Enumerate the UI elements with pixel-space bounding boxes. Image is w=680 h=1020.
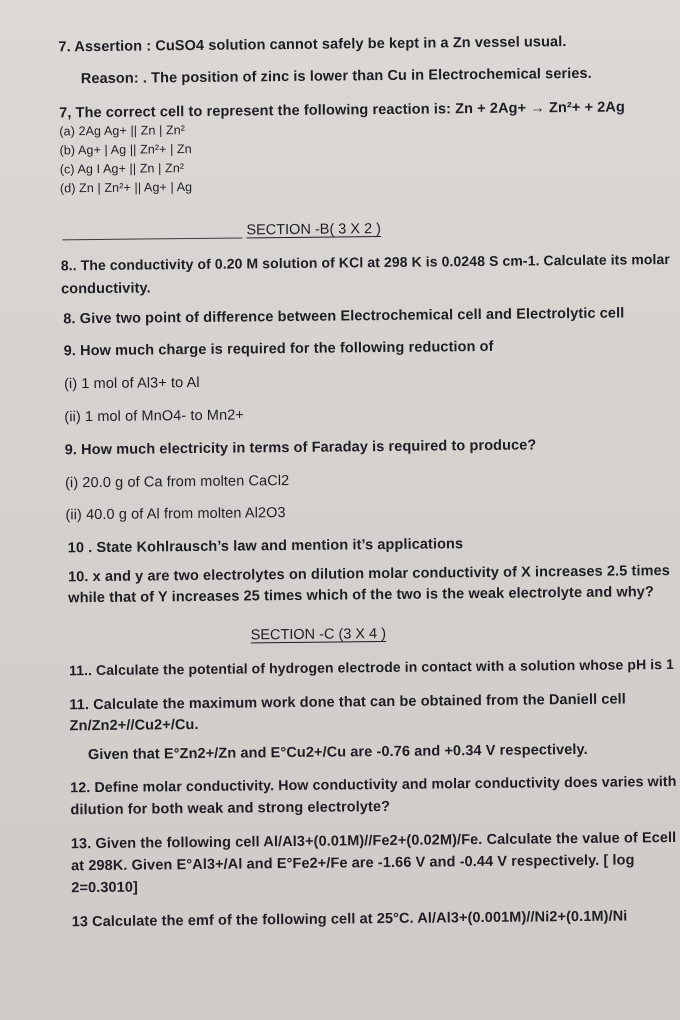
question-11a: 11.. Calculate the potential of hydrogen electrode in contact with a solution whose pH is 1 xyxy=(68,655,675,679)
question-7-cell: 7, The correct cell to represent the following reaction is: Zn + 2Ag+ → Zn²+ + 2Ag xyxy=(59,99,626,122)
question-9a: 9. How much charge is required for the following reduction of xyxy=(63,338,494,360)
question-8a: 8.. The conductivity of 0.20 M solution of KCl at 298 K is 0.0248 S cm-1. Calculate its molar xyxy=(60,250,670,274)
question-12-cont: dilution for both weak and strong electrolyte? xyxy=(70,798,391,819)
question-8a-cont: conductivity. xyxy=(60,280,151,298)
question-9a-part-i: (i) 1 mol of Al3+ to Al xyxy=(63,374,200,393)
option-d: (d) Zn | Zn²+ || Ag+ | Ag xyxy=(59,179,193,196)
option-c: (c) Ag I Ag+ || Zn | Zn² xyxy=(59,161,185,177)
option-b: (b) Ag+ | Ag || Zn²+ | Zn xyxy=(59,142,192,158)
question-10a: 10 . State Kohlrausch’s law and mention it’s applications xyxy=(67,536,464,557)
question-9a-part-ii: (ii) 1 mol of MnO4- to Mn2+ xyxy=(64,407,245,426)
question-13a-cont: at 298K. Given E°Al3+/Al and E°Fe2+/Fe are -1.66 V and -0.44 V respectively. [ log xyxy=(70,852,635,875)
section-b-heading: SECTION -B( 3 X 2 ) xyxy=(246,221,382,239)
question-13a: 13. Given the following cell Al/Al3+(0.01M)//Fe2+(0.02M)/Fe. Calculate the value of Ecell xyxy=(70,829,677,853)
question-9b-part-i: (i) 20.0 g of Ca from molten CaCl2 xyxy=(64,472,290,492)
question-7-reason: Reason: . The position of zinc is lower than Cu in Electrochemical series. xyxy=(80,65,592,88)
question-9b-part-ii: (ii) 40.0 g of Al from molten Al2O3 xyxy=(65,505,286,524)
question-13a-log: 2=0.3010] xyxy=(71,879,139,897)
question-7-assertion: 7. Assertion : CuSO4 solution cannot safely be kept in a Zn vessel usual. xyxy=(58,34,567,56)
question-10b: 10. x and y are two electrolytes on dilution molar conductivity of X increases 2.5 times xyxy=(67,563,670,586)
question-10b-cont: while that of Y increases 25 times which of the two is the weak electrolyte and why? xyxy=(68,584,654,607)
question-13b: 13 Calculate the emf of the following cell at 25°C. Al/Al3+(0.001M)//Ni2+(0.1M)/Ni xyxy=(71,908,628,931)
question-8b: 8. Give two point of difference between Electrochemical cell and Electrolytic cell xyxy=(63,305,625,328)
question-12: 12. Define molar conductivity. How conductivity and molar conductivity does varies with xyxy=(70,773,677,797)
question-11b-given: Given that E°Zn2+/Zn and E°Cu2+/Cu are -0.76 and +0.34 V respectively. xyxy=(87,741,588,764)
question-9b: 9. How much electricity in terms of Faraday is required to produce? xyxy=(64,437,537,459)
question-11b: 11. Calculate the maximum work done that can be obtained from the Daniell cell xyxy=(69,691,626,714)
question-11b-cell: Zn/Zn2+//Cu2+/Cu. xyxy=(69,716,199,735)
option-a: (a) 2Ag Ag+ || Zn | Zn² xyxy=(59,123,186,139)
section-c-heading: SECTION -C (3 X 4 ) xyxy=(250,625,387,644)
section-divider xyxy=(63,237,243,240)
